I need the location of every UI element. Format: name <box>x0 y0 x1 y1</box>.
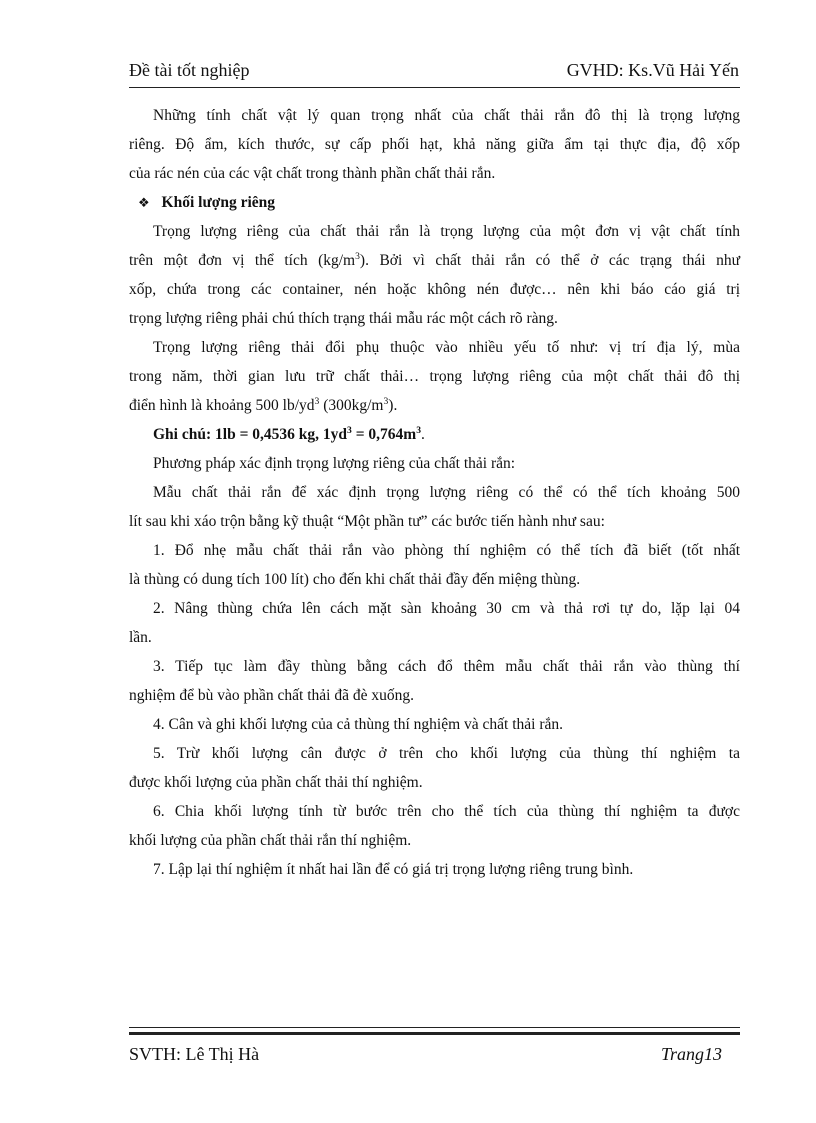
step-line: được khối lượng của phần chất thải thí nghiệm. <box>129 774 423 791</box>
page-header <box>129 60 739 84</box>
paragraph-line <box>129 396 740 425</box>
paragraph-line: của rác nén của các vật chất trong thành phần chất thải rắn. <box>129 165 496 182</box>
step-line: 2. Nâng thùng chứa lên cách mặt sàn khoảng 30 cm và thả rơi tự do, lặp lại 04 <box>153 600 740 617</box>
text-run: Ghi chú: 1lb = 0,4536 kg, 1yd <box>153 426 348 443</box>
step-line: 6. Chia khối lượng tính từ bước trên cho thể tích của thùng thí nghiệm ta được <box>153 803 740 820</box>
supervisor-name: GVHD: Ks.Vũ Hải Yến <box>566 60 739 80</box>
text-run: ). Bởi vì chất thải rắn có thể ở các trạng thái như <box>359 252 740 269</box>
paragraph-line: xốp, chứa trong các container, nén hoặc không nén được… nên khi báo cáo giá trị <box>129 281 740 298</box>
superscript: 3 <box>314 395 320 407</box>
step-line: khối lượng của phần chất thải rắn thí nghiệm. <box>129 832 412 849</box>
paragraph-line: Mẫu chất thải rắn để xác định trọng lượng riêng có thể có thể tích khoảng 500 <box>153 484 740 501</box>
text-run: ). <box>388 397 398 414</box>
step-line: lần. <box>129 629 152 646</box>
section-heading <box>129 193 740 222</box>
note-line <box>129 425 740 454</box>
thesis-title: Đề tài tốt nghiệp <box>129 60 250 80</box>
text-run: trên một đơn vị thể tích (kg/m <box>129 252 356 269</box>
paragraph-line: Trọng lượng riêng của chất thải rắn là trọng lượng của một đơn vị vật chất tính <box>153 223 740 240</box>
paragraph-line: Trọng lượng riêng thải đổi phụ thuộc vào nhiều yếu tố như: vị trí địa lý, mùa <box>153 339 740 356</box>
student-name: SVTH: Lê Thị Hà <box>129 1044 260 1064</box>
text-run: điển hình là khoảng 500 lb/yd <box>129 397 315 414</box>
step-line: là thùng có dung tích 100 lít) cho đến khi chất thải đầy đến miệng thùng. <box>129 571 581 588</box>
paragraph-line: Những tính chất vật lý quan trọng nhất của chất thải rắn đô thị là trọng lượng <box>153 107 740 124</box>
step-line: 3. Tiếp tục làm đầy thùng bằng cách đổ thêm mẫu chất thải rắn vào thùng thí <box>153 658 740 675</box>
paragraph-line: trọng lượng riêng phải chú thích trạng thái mẫu rác một cách rõ ràng. <box>129 310 558 327</box>
paragraph-line: riêng. Độ ẩm, kích thước, sự cấp phối hạt, khả năng giữa ẩm tại thực địa, độ xốp <box>129 136 740 153</box>
diamond-bullet-icon: ❖ <box>138 196 150 211</box>
page-content <box>129 106 740 889</box>
step-line: 1. Đổ nhẹ mẫu chất thải rắn vào phòng thí nghiệm có thể tích đã biết (tốt nhất <box>153 542 740 559</box>
step-line: nghiệm để bù vào phần chất thải đã đè xuống. <box>129 687 414 704</box>
superscript: 3 <box>416 424 421 436</box>
header-divider <box>129 87 740 88</box>
paragraph-line <box>129 251 740 280</box>
superscript: 3 <box>347 424 352 436</box>
text-run: = 0,764m <box>351 426 417 443</box>
page-number: Trang13 <box>660 1044 722 1064</box>
heading-text: Khối lượng riêng <box>161 194 276 211</box>
step-line: 5. Trừ khối lượng cân được ở trên cho khối lượng của thùng thí nghiệm ta <box>153 745 740 762</box>
footer-divider-thick <box>129 1032 740 1035</box>
paragraph-line: Phương pháp xác định trọng lượng riêng của chất thải rắn: <box>153 455 516 472</box>
paragraph-line: lít sau khi xáo trộn bằng kỹ thuật “Một phần tư” các bước tiến hành như sau: <box>129 513 605 530</box>
text-run: (300kg/m <box>319 397 384 414</box>
text-run: . <box>420 426 425 443</box>
step-line: 4. Cân và ghi khối lượng của cả thùng thí nghiệm và chất thải rắn. <box>153 716 564 733</box>
step-line: 7. Lập lại thí nghiệm ít nhất hai lần để có giá trị trọng lượng riêng trung bình. <box>153 861 634 878</box>
page-footer <box>129 1044 740 1068</box>
superscript: 3 <box>355 250 360 262</box>
footer-divider <box>129 1027 740 1028</box>
paragraph-line: trong năm, thời gian lưu trữ chất thải… trọng lượng riêng của một chất thải đô thị <box>129 368 740 385</box>
superscript: 3 <box>383 395 389 407</box>
